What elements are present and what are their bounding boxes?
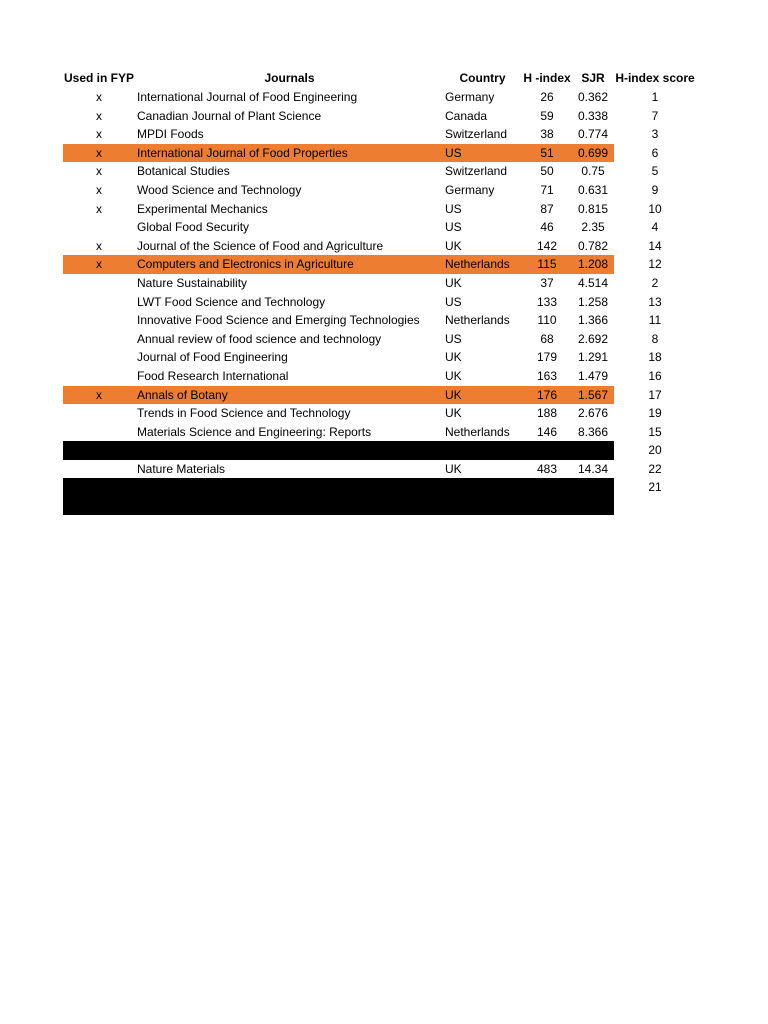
used-in-fyp-cell: x — [96, 257, 102, 272]
table-body — [63, 88, 703, 497]
table-row — [63, 460, 703, 479]
journal-name-cell: Trends in Food Science and Technology — [137, 406, 351, 421]
sjr-cell: 0.75 — [581, 164, 605, 179]
redaction-bar — [63, 441, 614, 460]
h-index-score-cell: 2 — [651, 275, 659, 290]
sjr-cell: 2.692 — [577, 331, 609, 346]
h-index-cell: 26 — [540, 90, 554, 104]
redaction-bar — [63, 478, 614, 515]
h-index-score-cell: 20 — [648, 443, 662, 458]
h-index-score-cell: 13 — [648, 294, 662, 309]
journal-name-cell: Journal of Food Engineering — [137, 350, 288, 365]
sjr-cell: 0.362 — [577, 90, 609, 104]
journal-name-cell: Global Food Security — [137, 220, 250, 235]
sjr-cell: 1.208 — [577, 257, 609, 272]
h-index-cell: 179 — [536, 350, 558, 365]
h-index-cell: 50 — [540, 164, 554, 179]
country-cell: Switzerland — [445, 127, 508, 142]
h-index-cell: 146 — [536, 424, 558, 439]
used-in-fyp-cell: x — [96, 145, 102, 160]
table-row — [63, 367, 703, 386]
country-cell: Germany — [445, 90, 495, 104]
used-in-fyp-cell: x — [96, 182, 102, 197]
sjr-cell: 1.567 — [577, 387, 609, 402]
h-index-score-cell: 12 — [648, 257, 662, 272]
sjr-cell: 2.676 — [577, 406, 609, 421]
sjr-cell: 1.366 — [577, 313, 609, 328]
header-used-in-fyp: Used in FYP — [63, 71, 134, 85]
journal-name-cell: Canadian Journal of Plant Science — [137, 108, 322, 123]
table-row — [63, 348, 703, 367]
h-index-score-cell: 7 — [651, 108, 659, 123]
header-country: Country — [459, 71, 506, 85]
h-index-cell: 71 — [540, 182, 554, 197]
h-index-score-cell: 17 — [648, 387, 662, 402]
h-index-cell: 188 — [536, 406, 558, 421]
h-index-cell: 68 — [540, 331, 554, 346]
h-index-cell: 142 — [536, 238, 558, 253]
journal-name-cell: International Journal of Food Engineering — [137, 90, 358, 104]
journal-name-cell: Experimental Mechanics — [137, 201, 268, 216]
h-index-score-cell: 18 — [648, 350, 662, 365]
country-cell: US — [445, 331, 462, 346]
country-cell: Germany — [445, 182, 495, 197]
h-index-cell: 38 — [540, 127, 554, 142]
country-cell: US — [445, 145, 462, 160]
table-row — [63, 404, 703, 423]
h-index-cell: 37 — [540, 275, 554, 290]
h-index-score-cell: 19 — [648, 406, 662, 421]
table-row — [63, 181, 703, 200]
header-h-index-score: H-index score — [615, 71, 695, 85]
table-row — [63, 200, 703, 219]
sjr-cell: 1.291 — [577, 350, 609, 365]
used-in-fyp-cell: x — [96, 201, 102, 216]
sjr-cell: 4.514 — [577, 275, 609, 290]
country-cell: UK — [445, 238, 462, 253]
journal-name-cell: Food Research International — [137, 368, 289, 383]
used-in-fyp-cell: x — [96, 108, 102, 123]
journal-name-cell: Journal of the Science of Food and Agriculture — [137, 238, 384, 253]
journal-name-cell: Wood Science and Technology — [137, 182, 302, 197]
country-cell: UK — [445, 350, 462, 365]
h-index-cell: 133 — [536, 294, 558, 309]
country-cell: Canada — [445, 108, 488, 123]
sjr-cell: 14.34 — [577, 461, 609, 476]
h-index-score-cell: 3 — [651, 127, 659, 142]
used-in-fyp-cell: x — [96, 90, 102, 104]
journal-name-cell: Botanical Studies — [137, 164, 230, 179]
h-index-score-cell: 1 — [651, 90, 659, 104]
country-cell: US — [445, 220, 462, 235]
table-row — [63, 386, 703, 405]
sjr-cell: 2.35 — [581, 220, 605, 235]
sjr-cell: 0.815 — [577, 201, 609, 216]
h-index-cell: 176 — [536, 387, 558, 402]
table-row — [63, 293, 703, 312]
h-index-cell: 87 — [540, 201, 554, 216]
country-cell: US — [445, 294, 462, 309]
h-index-score-cell: 22 — [648, 461, 662, 476]
table-row — [63, 311, 703, 330]
h-index-score-cell: 11 — [648, 313, 662, 328]
used-in-fyp-cell: x — [96, 164, 102, 179]
country-cell: Switzerland — [445, 164, 508, 179]
journal-name-cell: Nature Materials — [137, 461, 226, 476]
h-index-cell: 46 — [540, 220, 554, 235]
country-cell: Netherlands — [445, 313, 510, 328]
sjr-cell: 0.782 — [577, 238, 609, 253]
sjr-cell: 0.699 — [577, 145, 609, 160]
journal-name-cell: MPDI Foods — [137, 127, 204, 142]
h-index-score-cell: 8 — [651, 331, 659, 346]
h-index-score-cell: 14 — [648, 238, 662, 253]
header-h-index: H -index — [523, 71, 571, 85]
header-journals: Journals — [264, 71, 315, 85]
country-cell: UK — [445, 275, 462, 290]
sjr-cell: 0.631 — [577, 182, 609, 197]
h-index-score-cell: 21 — [648, 480, 662, 495]
table-row — [63, 237, 703, 256]
table-row — [63, 423, 703, 442]
table-row — [63, 107, 703, 126]
journal-name-cell: Materials Science and Engineering: Reports — [137, 424, 372, 439]
used-in-fyp-cell: x — [96, 238, 102, 253]
h-index-score-cell: 16 — [648, 368, 662, 383]
h-index-score-cell: 6 — [651, 145, 659, 160]
journal-name-cell: Annals of Botany — [137, 387, 228, 402]
sjr-cell: 8.366 — [577, 424, 609, 439]
h-index-cell: 115 — [537, 257, 557, 272]
table-row — [63, 144, 703, 163]
journal-name-cell: Computers and Electronics in Agriculture — [137, 257, 354, 272]
journal-table — [63, 68, 703, 497]
journal-name-cell: Annual review of food science and technology — [137, 331, 382, 346]
table-row — [63, 162, 703, 181]
sjr-cell: 1.479 — [577, 368, 609, 383]
country-cell: UK — [445, 368, 462, 383]
sjr-cell: 0.338 — [577, 108, 609, 123]
h-index-score-cell: 5 — [651, 164, 659, 179]
country-cell: US — [445, 201, 462, 216]
h-index-cell: 59 — [540, 108, 554, 123]
used-in-fyp-cell: x — [96, 127, 102, 142]
table-row — [63, 218, 703, 237]
h-index-score-cell: 9 — [651, 182, 659, 197]
header-row — [63, 68, 703, 88]
country-cell: UK — [445, 406, 462, 421]
h-index-cell: 51 — [540, 145, 554, 160]
table-row — [63, 441, 703, 460]
header-sjr: SJR — [581, 71, 605, 85]
journal-name-cell: Innovative Food Science and Emerging Technologies — [137, 313, 420, 328]
h-index-score-cell: 15 — [648, 424, 662, 439]
journal-name-cell: Nature Sustainability — [137, 275, 248, 290]
h-index-score-cell: 4 — [651, 220, 659, 235]
country-cell: Netherlands — [445, 424, 510, 439]
table-row — [63, 330, 703, 349]
journal-name-cell: International Journal of Food Properties — [137, 145, 348, 160]
h-index-cell: 110 — [537, 313, 557, 328]
h-index-cell: 163 — [536, 368, 558, 383]
table-row — [63, 88, 703, 107]
journal-name-cell: LWT Food Science and Technology — [137, 294, 326, 309]
h-index-cell: 483 — [536, 461, 558, 476]
country-cell: UK — [445, 461, 462, 476]
table-row — [63, 274, 703, 293]
table-row — [63, 255, 703, 274]
sjr-cell: 1.258 — [577, 294, 609, 309]
h-index-score-cell: 10 — [648, 201, 662, 216]
used-in-fyp-cell: x — [96, 387, 102, 402]
table-row — [63, 125, 703, 144]
sjr-cell: 0.774 — [577, 127, 609, 142]
country-cell: UK — [445, 387, 462, 402]
table-row — [63, 478, 703, 497]
country-cell: Netherlands — [445, 257, 510, 272]
